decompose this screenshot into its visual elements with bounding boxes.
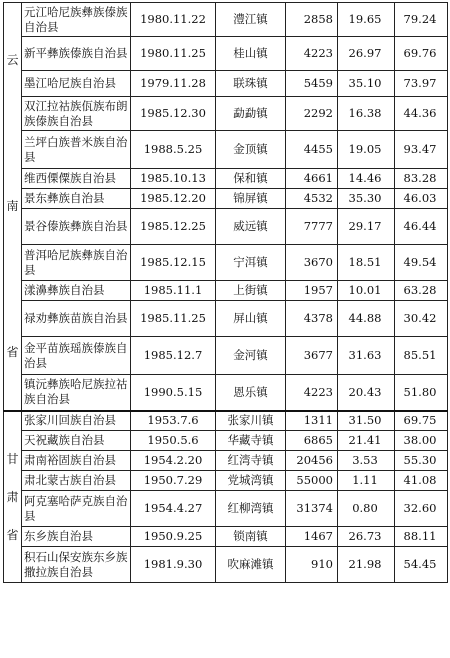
established-date: 1990.5.15 — [131, 375, 216, 411]
established-date: 1985.12.7 — [131, 337, 216, 375]
province-label-char: 云 — [6, 53, 19, 68]
county-name: 元江哈尼族彝族傣族自治县 — [22, 3, 131, 37]
percent-value-2: 69.76 — [395, 37, 448, 71]
established-date: 1950.5.6 — [131, 431, 216, 451]
area-value: 3670 — [286, 245, 338, 281]
county-name: 新平彝族傣族自治县 — [22, 37, 131, 71]
county-seat: 联珠镇 — [216, 71, 286, 97]
county-name: 维西傈僳族自治县 — [22, 169, 131, 189]
percent-value-2: 73.97 — [395, 71, 448, 97]
percent-value-1: 0.80 — [338, 491, 395, 527]
province-label-char: 省 — [6, 527, 19, 542]
percent-value-1: 18.51 — [338, 245, 395, 281]
province-label-char: 肃 — [6, 489, 19, 504]
table-row — [4, 375, 448, 411]
county-name: 景东彝族自治县 — [22, 189, 131, 209]
percent-value-1: 14.46 — [338, 169, 395, 189]
county-name: 肃南裕固族自治县 — [22, 451, 131, 471]
area-value: 3677 — [286, 337, 338, 375]
percent-value-2: 69.75 — [395, 411, 448, 431]
county-seat: 红柳湾镇 — [216, 491, 286, 527]
autonomous-county-table — [3, 2, 448, 583]
established-date: 1985.10.13 — [131, 169, 216, 189]
percent-value-1: 35.30 — [338, 189, 395, 209]
table-row — [4, 547, 448, 583]
county-seat: 锦屏镇 — [216, 189, 286, 209]
table-row — [4, 245, 448, 281]
percent-value-1: 19.65 — [338, 3, 395, 37]
area-value: 1957 — [286, 281, 338, 301]
area-value: 4223 — [286, 375, 338, 411]
percent-value-2: 63.28 — [395, 281, 448, 301]
area-value: 2292 — [286, 97, 338, 131]
table-row — [4, 131, 448, 169]
table-row — [4, 431, 448, 451]
area-value: 4223 — [286, 37, 338, 71]
county-seat: 屏山镇 — [216, 301, 286, 337]
table-row — [4, 189, 448, 209]
area-value: 7777 — [286, 209, 338, 245]
established-date: 1981.9.30 — [131, 547, 216, 583]
percent-value-1: 44.88 — [338, 301, 395, 337]
percent-value-1: 10.01 — [338, 281, 395, 301]
percent-value-2: 46.44 — [395, 209, 448, 245]
table-row — [4, 97, 448, 131]
percent-value-1: 31.50 — [338, 411, 395, 431]
established-date: 1954.4.27 — [131, 491, 216, 527]
percent-value-2: 46.03 — [395, 189, 448, 209]
table-row — [4, 71, 448, 97]
county-seat: 金河镇 — [216, 337, 286, 375]
percent-value-2: 54.45 — [395, 547, 448, 583]
county-name: 阿克塞哈萨克族自治县 — [22, 491, 131, 527]
county-name: 普洱哈尼族彝族自治县 — [22, 245, 131, 281]
area-value: 5459 — [286, 71, 338, 97]
county-name: 景谷傣族彝族自治县 — [22, 209, 131, 245]
percent-value-2: 49.54 — [395, 245, 448, 281]
county-seat: 金顶镇 — [216, 131, 286, 169]
county-seat: 桂山镇 — [216, 37, 286, 71]
area-value: 910 — [286, 547, 338, 583]
county-name: 漾濞彝族自治县 — [22, 281, 131, 301]
county-seat: 保和镇 — [216, 169, 286, 189]
percent-value-2: 93.47 — [395, 131, 448, 169]
percent-value-2: 51.80 — [395, 375, 448, 411]
percent-value-1: 21.98 — [338, 547, 395, 583]
established-date: 1979.11.28 — [131, 71, 216, 97]
area-value: 1311 — [286, 411, 338, 431]
county-seat: 澧江镇 — [216, 3, 286, 37]
percent-value-2: 83.28 — [395, 169, 448, 189]
established-date: 1985.12.25 — [131, 209, 216, 245]
percent-value-2: 32.60 — [395, 491, 448, 527]
established-date: 1954.2.20 — [131, 451, 216, 471]
area-value: 31374 — [286, 491, 338, 527]
county-name: 肃北蒙古族自治县 — [22, 471, 131, 491]
established-date: 1950.9.25 — [131, 527, 216, 547]
area-value: 4661 — [286, 169, 338, 189]
table-row — [4, 169, 448, 189]
percent-value-1: 35.10 — [338, 71, 395, 97]
percent-value-1: 16.38 — [338, 97, 395, 131]
percent-value-1: 1.11 — [338, 471, 395, 491]
county-seat: 宁洱镇 — [216, 245, 286, 281]
county-table-page — [3, 2, 447, 583]
percent-value-1: 26.73 — [338, 527, 395, 547]
county-name: 东乡族自治县 — [22, 527, 131, 547]
established-date: 1985.11.25 — [131, 301, 216, 337]
established-date: 1950.7.29 — [131, 471, 216, 491]
table-row — [4, 301, 448, 337]
province-label — [4, 3, 22, 411]
area-value: 2858 — [286, 3, 338, 37]
county-name: 积石山保安族东乡族撒拉族自治县 — [22, 547, 131, 583]
percent-value-1: 31.63 — [338, 337, 395, 375]
established-date: 1985.12.30 — [131, 97, 216, 131]
area-value: 4378 — [286, 301, 338, 337]
area-value: 4455 — [286, 131, 338, 169]
established-date: 1985.12.15 — [131, 245, 216, 281]
county-seat: 红湾寺镇 — [216, 451, 286, 471]
county-seat: 勐勐镇 — [216, 97, 286, 131]
percent-value-1: 26.97 — [338, 37, 395, 71]
established-date: 1985.12.20 — [131, 189, 216, 209]
county-name: 天祝藏族自治县 — [22, 431, 131, 451]
area-value: 1467 — [286, 527, 338, 547]
area-value: 6865 — [286, 431, 338, 451]
percent-value-2: 44.36 — [395, 97, 448, 131]
established-date: 1980.11.22 — [131, 3, 216, 37]
county-seat: 威远镇 — [216, 209, 286, 245]
area-value: 55000 — [286, 471, 338, 491]
table-row — [4, 209, 448, 245]
percent-value-2: 30.42 — [395, 301, 448, 337]
county-seat: 恩乐镇 — [216, 375, 286, 411]
established-date: 1988.5.25 — [131, 131, 216, 169]
county-name: 镇沅彝族哈尼族拉祜族自治县 — [22, 375, 131, 411]
county-name: 双江拉祜族佤族布朗族傣族自治县 — [22, 97, 131, 131]
county-name: 墨江哈尼族自治县 — [22, 71, 131, 97]
table-row — [4, 281, 448, 301]
county-seat: 吹麻滩镇 — [216, 547, 286, 583]
county-name: 金平苗族瑶族傣族自治县 — [22, 337, 131, 375]
county-name: 兰坪白族普米族自治县 — [22, 131, 131, 169]
table-row — [4, 471, 448, 491]
established-date: 1953.7.6 — [131, 411, 216, 431]
province-label-char: 省 — [6, 345, 19, 360]
table-row — [4, 3, 448, 37]
table-row — [4, 451, 448, 471]
county-seat: 华藏寺镇 — [216, 431, 286, 451]
province-label-char: 甘 — [6, 451, 19, 466]
table-row — [4, 337, 448, 375]
county-seat: 上街镇 — [216, 281, 286, 301]
table-row — [4, 411, 448, 431]
percent-value-1: 20.43 — [338, 375, 395, 411]
percent-value-1: 29.17 — [338, 209, 395, 245]
county-seat: 张家川镇 — [216, 411, 286, 431]
established-date: 1985.11.1 — [131, 281, 216, 301]
percent-value-2: 55.30 — [395, 451, 448, 471]
percent-value-2: 85.51 — [395, 337, 448, 375]
area-value: 20456 — [286, 451, 338, 471]
established-date: 1980.11.25 — [131, 37, 216, 71]
table-row — [4, 491, 448, 527]
province-label-char: 南 — [6, 199, 19, 214]
table-body — [4, 3, 448, 583]
percent-value-2: 38.00 — [395, 431, 448, 451]
percent-value-1: 21.41 — [338, 431, 395, 451]
percent-value-2: 88.11 — [395, 527, 448, 547]
area-value: 4532 — [286, 189, 338, 209]
county-seat: 锁南镇 — [216, 527, 286, 547]
percent-value-1: 3.53 — [338, 451, 395, 471]
county-seat: 党城湾镇 — [216, 471, 286, 491]
province-label — [4, 411, 22, 583]
percent-value-1: 19.05 — [338, 131, 395, 169]
county-name: 张家川回族自治县 — [22, 411, 131, 431]
percent-value-2: 79.24 — [395, 3, 448, 37]
percent-value-2: 41.08 — [395, 471, 448, 491]
county-name: 禄劝彝族苗族自治县 — [22, 301, 131, 337]
table-row — [4, 527, 448, 547]
table-row — [4, 37, 448, 71]
